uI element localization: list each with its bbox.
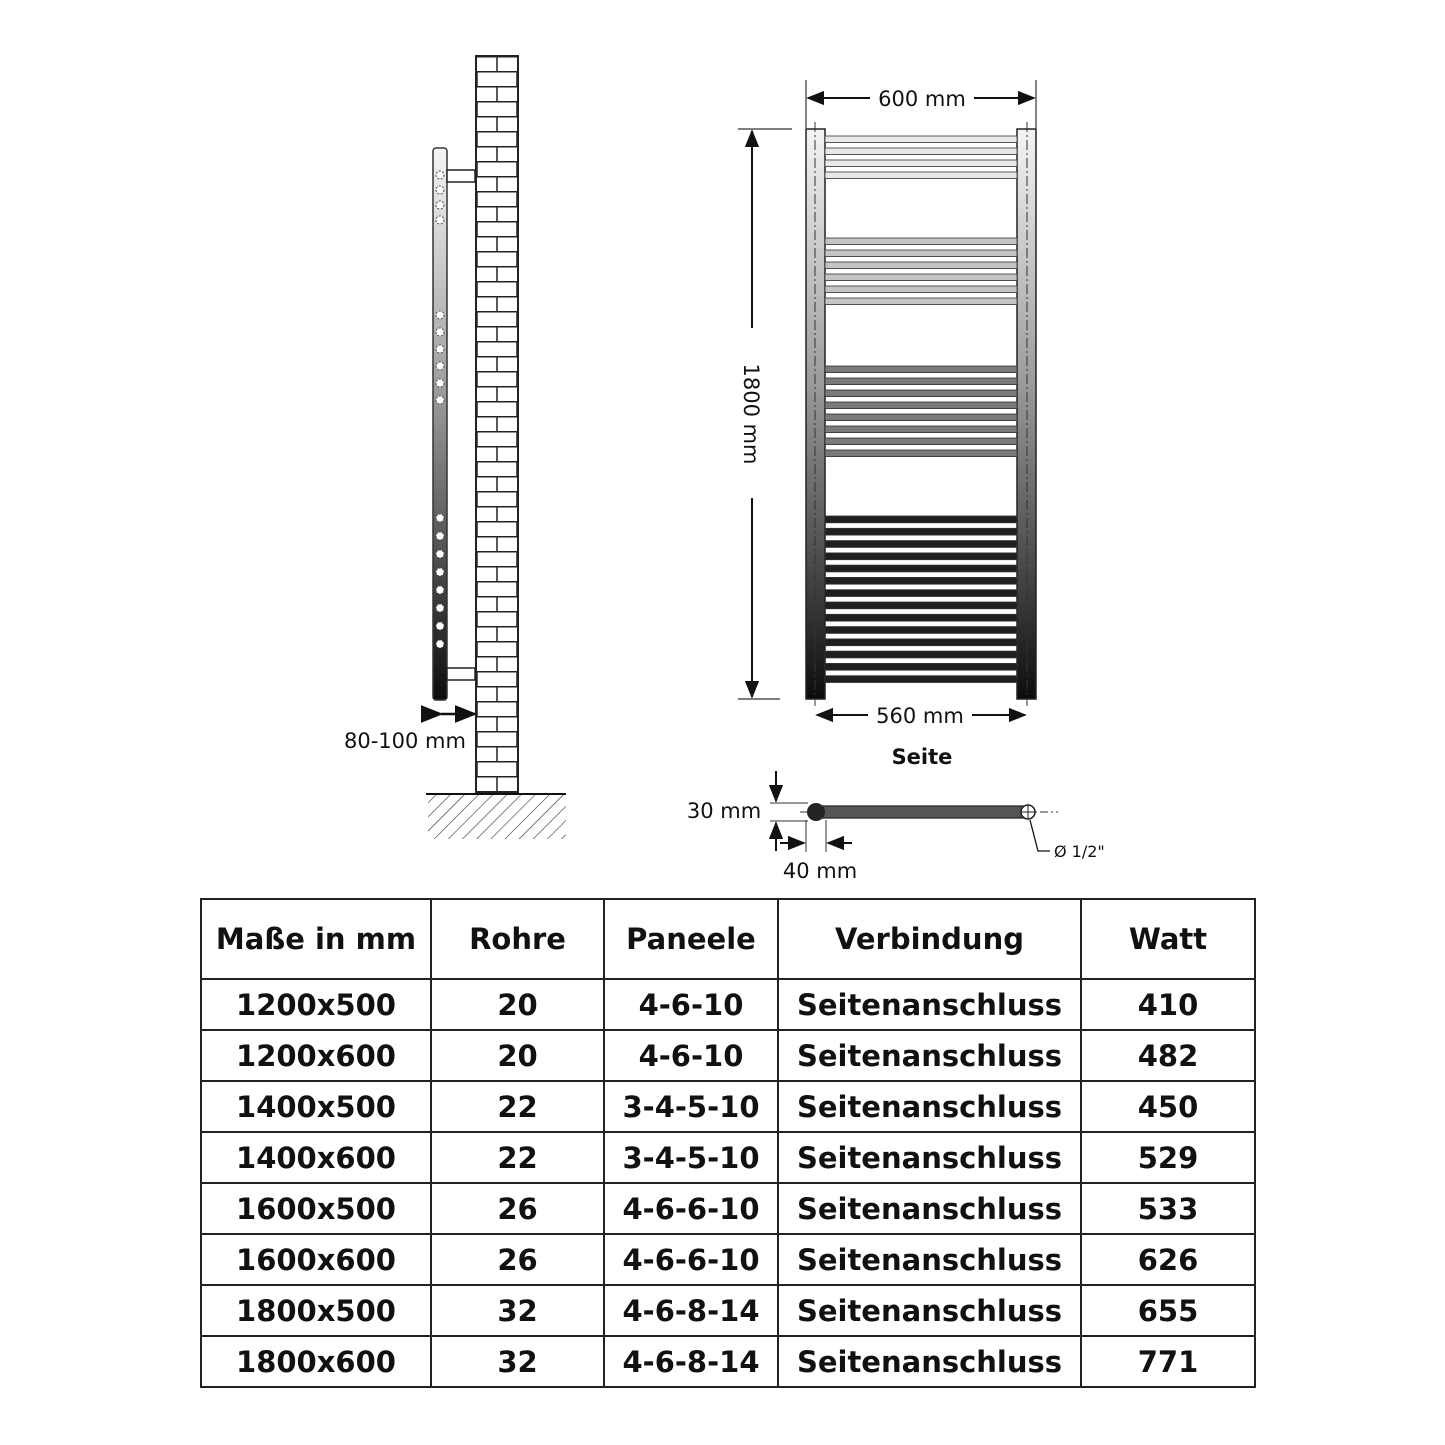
cell-watt: 482	[1081, 1030, 1255, 1081]
cell-tubes: 26	[431, 1234, 604, 1285]
cell-dimensions: 1600x500	[201, 1183, 431, 1234]
radiator-tube	[825, 627, 1017, 634]
radiator-tube	[825, 250, 1017, 257]
rail-hole	[436, 171, 444, 179]
cell-watt: 655	[1081, 1285, 1255, 1336]
cell-panels: 4-6-8-14	[604, 1285, 778, 1336]
radiator-tube	[825, 378, 1017, 385]
cell-tubes: 32	[431, 1285, 604, 1336]
cell-panels: 3-4-5-10	[604, 1081, 778, 1132]
radiator-tube	[825, 676, 1017, 683]
thread-label: Ø 1/2"	[1054, 842, 1105, 861]
cell-dimensions: 1800x600	[201, 1336, 431, 1387]
cell-dimensions: 1200x500	[201, 979, 431, 1030]
cell-watt: 771	[1081, 1336, 1255, 1387]
cell-panels: 4-6-10	[604, 1030, 778, 1081]
cell-connection: Seitenanschluss	[778, 979, 1081, 1030]
cell-panels: 3-4-5-10	[604, 1132, 778, 1183]
radiator-tube	[825, 414, 1017, 421]
pipe-body	[816, 806, 1026, 818]
table-row	[201, 979, 1255, 1030]
table-row	[201, 1336, 1255, 1387]
cell-panels: 4-6-6-10	[604, 1234, 778, 1285]
cell-tubes: 20	[431, 979, 604, 1030]
table-row	[201, 1285, 1255, 1336]
offset-label: 40 mm	[782, 859, 858, 883]
radiator-tube	[825, 262, 1017, 269]
height-label: 1800 mm	[739, 363, 763, 465]
cell-dimensions: 1400x600	[201, 1132, 431, 1183]
radiator-tube	[825, 238, 1017, 245]
width-top-label: 600 mm	[878, 87, 966, 111]
rail-hole	[436, 362, 444, 370]
radiator-tube	[825, 390, 1017, 397]
cell-connection: Seitenanschluss	[778, 1234, 1081, 1285]
radiator-tube	[825, 639, 1017, 646]
rail-hole	[436, 514, 444, 522]
header-tubes: Rohre	[431, 899, 604, 979]
radiator-tube	[825, 614, 1017, 621]
header-dimensions: Maße in mm	[201, 899, 431, 979]
cell-connection: Seitenanschluss	[778, 1081, 1081, 1132]
side-view	[344, 56, 566, 839]
radiator-tube	[825, 577, 1017, 584]
radiator-tube-bank-3	[825, 366, 1017, 457]
rail-hole	[436, 640, 444, 648]
radiator-tube	[825, 663, 1017, 670]
table-row	[201, 1132, 1255, 1183]
cell-watt: 410	[1081, 979, 1255, 1030]
header-connection: Verbindung	[778, 899, 1081, 979]
radiator-side-rail	[433, 148, 447, 700]
cell-dimensions: 1400x500	[201, 1081, 431, 1132]
radiator-tube	[825, 286, 1017, 293]
radiator-tube	[825, 553, 1017, 560]
radiator-tube	[825, 651, 1017, 658]
rail-hole	[436, 568, 444, 576]
rail-hole	[436, 311, 444, 319]
rail-hole	[436, 379, 444, 387]
specs-table	[200, 898, 1256, 1388]
radiator-tube	[825, 438, 1017, 445]
thread-leader	[1030, 820, 1050, 851]
rail-hole	[436, 532, 444, 540]
connection-detail	[687, 771, 1105, 883]
rail-hole	[436, 586, 444, 594]
side-caption: Seite	[891, 745, 953, 769]
radiator-tube	[825, 541, 1017, 548]
cell-dimensions: 1800x500	[201, 1285, 431, 1336]
rail-hole	[436, 622, 444, 630]
cell-connection: Seitenanschluss	[778, 1030, 1081, 1081]
radiator-tube	[825, 172, 1017, 179]
table-row	[201, 1030, 1255, 1081]
cell-connection: Seitenanschluss	[778, 1336, 1081, 1387]
cell-panels: 4-6-10	[604, 979, 778, 1030]
table-row	[201, 1183, 1255, 1234]
cell-tubes: 22	[431, 1132, 604, 1183]
cell-watt: 626	[1081, 1234, 1255, 1285]
rail-hole	[436, 604, 444, 612]
rail-hole	[436, 186, 444, 194]
radiator-tube	[825, 590, 1017, 597]
table-row	[201, 1081, 1255, 1132]
radiator-tube-bank-1	[825, 136, 1017, 179]
radiator-tube	[825, 426, 1017, 433]
cell-connection: Seitenanschluss	[778, 1183, 1081, 1234]
cell-watt: 529	[1081, 1132, 1255, 1183]
cell-connection: Seitenanschluss	[778, 1132, 1081, 1183]
brick-wall	[476, 56, 518, 792]
width-bottom-label: 560 mm	[876, 704, 964, 728]
rail-hole	[436, 216, 444, 224]
floor-hatching	[428, 795, 566, 839]
radiator-tube	[825, 148, 1017, 155]
table-header-row	[201, 899, 1255, 979]
rail-hole	[436, 201, 444, 209]
radiator-tube	[825, 528, 1017, 535]
cell-tubes: 32	[431, 1336, 604, 1387]
cell-watt: 450	[1081, 1081, 1255, 1132]
radiator-tube	[825, 450, 1017, 457]
front-view	[738, 80, 1036, 769]
wall-distance-label: 80-100 mm	[344, 729, 466, 753]
rail-hole	[436, 550, 444, 558]
radiator-tube	[825, 160, 1017, 167]
cell-panels: 4-6-6-10	[604, 1183, 778, 1234]
table-row	[201, 1234, 1255, 1285]
cell-tubes: 22	[431, 1081, 604, 1132]
radiator-tube	[825, 298, 1017, 305]
rail-hole	[436, 345, 444, 353]
wall-bracket-top	[447, 170, 475, 182]
header-panels: Paneele	[604, 899, 778, 979]
pipe-diameter-label: 30 mm	[686, 799, 762, 823]
radiator-tube	[825, 402, 1017, 409]
cell-panels: 4-6-8-14	[604, 1336, 778, 1387]
radiator-tube-bank-2	[825, 238, 1017, 305]
cell-connection: Seitenanschluss	[778, 1285, 1081, 1336]
radiator-tube	[825, 602, 1017, 609]
radiator-tube-bank-4	[825, 516, 1017, 683]
rail-hole	[436, 396, 444, 404]
cell-dimensions: 1200x600	[201, 1030, 431, 1081]
radiator-tube	[825, 136, 1017, 143]
wall-bracket-bottom	[447, 668, 475, 680]
radiator-tube	[825, 366, 1017, 373]
pipe-end-left	[807, 803, 825, 821]
cell-watt: 533	[1081, 1183, 1255, 1234]
cell-tubes: 20	[431, 1030, 604, 1081]
rail-hole	[436, 328, 444, 336]
cell-tubes: 26	[431, 1183, 604, 1234]
cell-dimensions: 1600x600	[201, 1234, 431, 1285]
radiator-tube	[825, 516, 1017, 523]
header-watt: Watt	[1081, 899, 1255, 979]
radiator-tube	[825, 565, 1017, 572]
radiator-tube	[825, 274, 1017, 281]
